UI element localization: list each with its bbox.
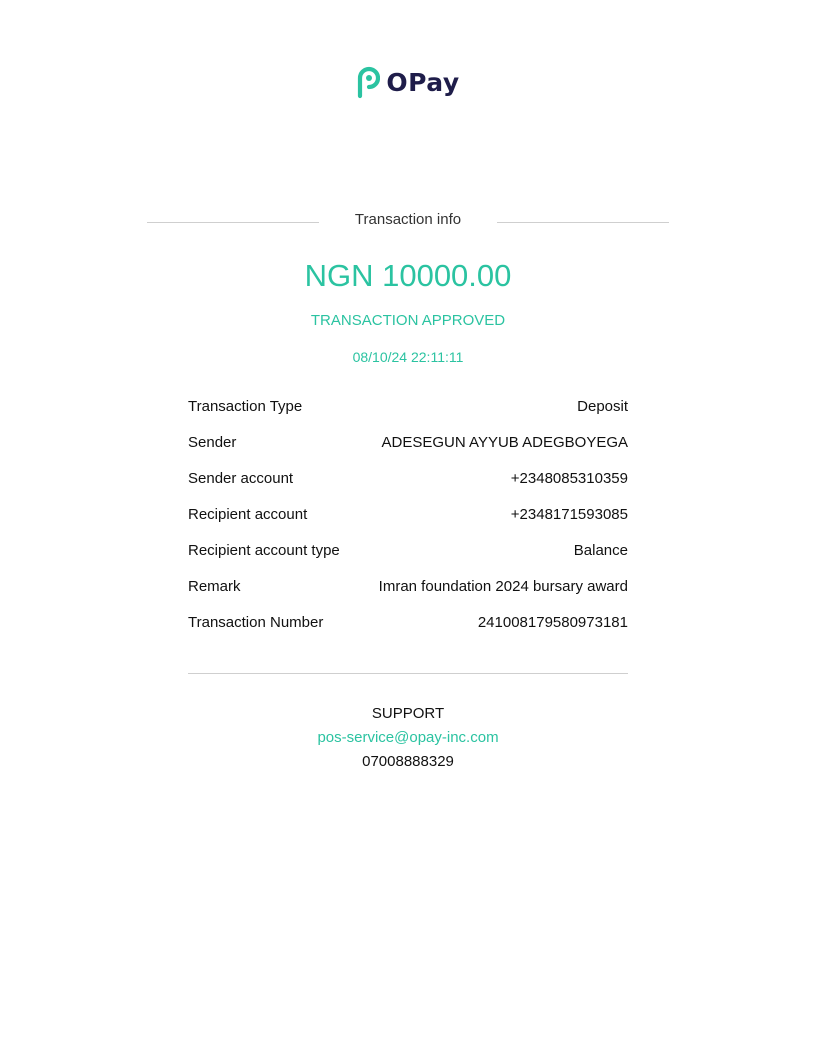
detail-row-remark [188,568,628,604]
transaction-status: TRANSACTION APPROVED [310,312,506,329]
detail-label: Transaction Number [188,613,324,631]
detail-value: +2348171593085 [510,505,628,523]
detail-label: Recipient account [188,505,308,523]
detail-label: Remark [188,577,241,595]
opay-p-mark-icon [356,66,380,100]
detail-label: Recipient account type [188,541,340,559]
detail-label: Sender account [188,469,294,487]
detail-row-transaction-type [188,388,628,424]
detail-row-recipient-account [188,496,628,532]
transaction-amount: NGN 10000.00 [304,258,512,293]
detail-row-sender [188,424,628,460]
detail-row-recipient-account-type [188,532,628,568]
section-title: Transaction info [354,210,462,228]
support-title: SUPPORT [371,705,445,722]
detail-label: Sender [188,433,237,451]
section-header [147,208,669,230]
transaction-datetime: 08/10/24 22:11:11 [352,349,464,365]
detail-value: Imran foundation 2024 bursary award [378,577,628,595]
section-line-right [497,222,669,223]
brand-name: OPay [386,68,460,97]
detail-value: Balance [573,541,628,559]
opay-logo [0,66,816,100]
support-email: pos-service@opay-inc.com [317,729,499,746]
detail-value: +2348085310359 [510,469,628,487]
support-phone: 07008888329 [362,753,454,770]
transaction-details [188,388,628,640]
detail-value: 241008179580973181 [477,613,628,631]
detail-label: Transaction Type [188,397,303,415]
detail-row-transaction-number [188,604,628,640]
divider [188,673,628,674]
section-line-left [147,222,319,223]
detail-value: Deposit [577,397,628,415]
detail-value: ADESEGUN AYYUB ADEGBOYEGA [381,433,628,451]
detail-row-sender-account [188,460,628,496]
